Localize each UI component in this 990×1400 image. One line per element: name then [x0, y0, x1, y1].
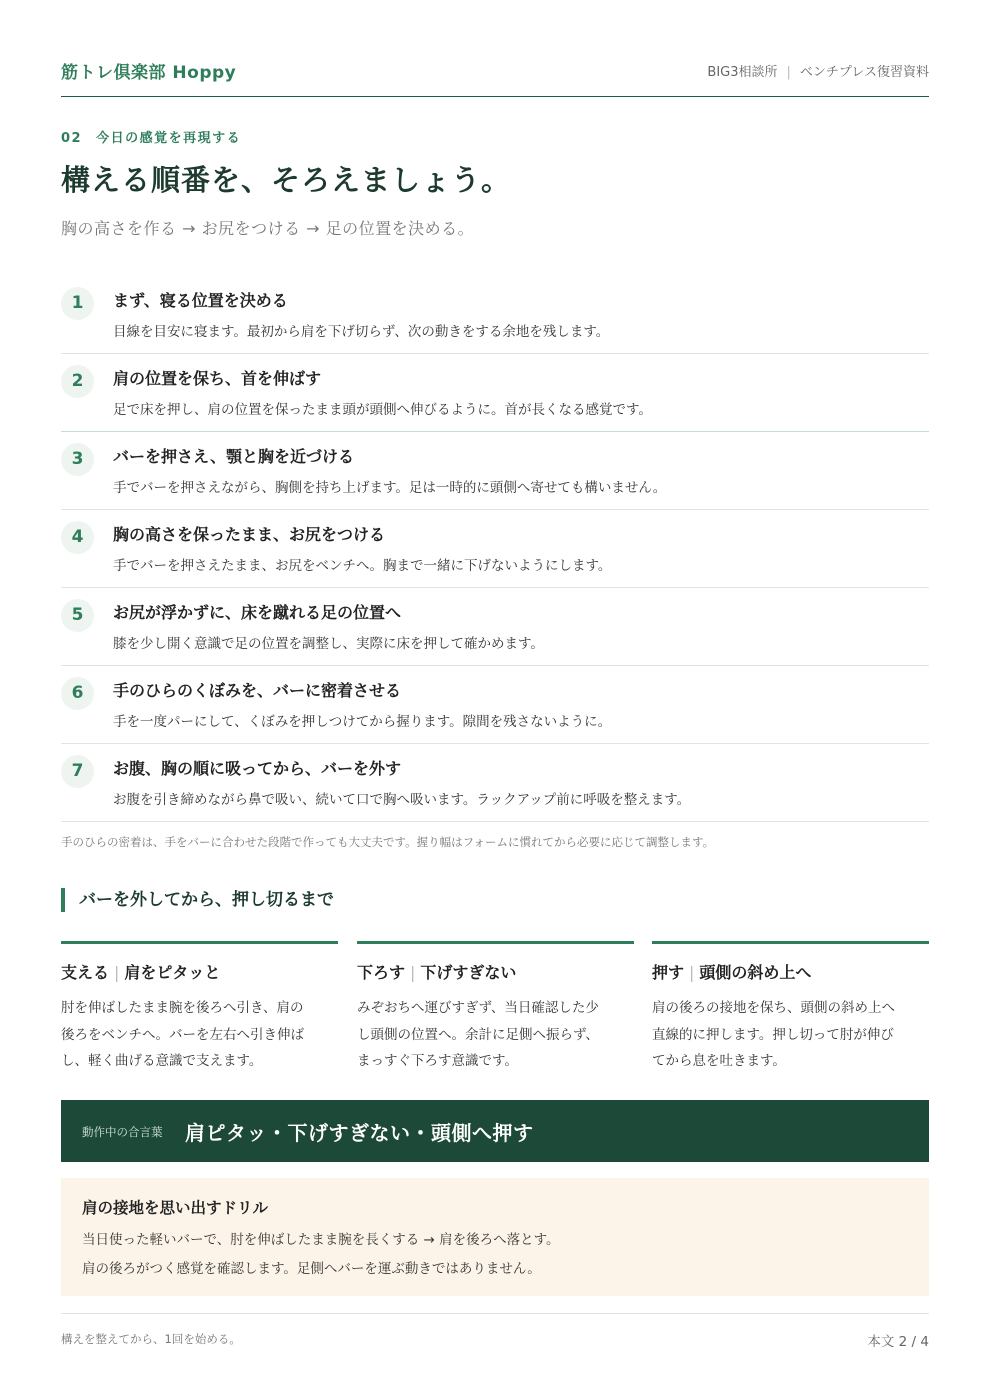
step-title: お腹、胸の順に吸ってから、バーを外す [113, 759, 402, 778]
page-title: 構える順番を、そろえましょう。 [61, 163, 512, 197]
brand-name: 筋トレ倶楽部 Hoppy [61, 63, 237, 83]
phase-column-lower [357, 941, 634, 1075]
drill-box [61, 1178, 929, 1296]
column-line: みぞおちへ運びすぎず、当日確認した少 [357, 1000, 599, 1016]
step-item [61, 744, 929, 822]
step-item [61, 510, 929, 588]
column-label: 支える [61, 963, 110, 982]
column-body [61, 995, 338, 1075]
meta-separator: | [786, 65, 791, 80]
step-item [61, 666, 929, 744]
column-heading: 頭側の斜め上へ [699, 963, 812, 982]
footer-tagline: 構えを整えてから、1回を始める。 [61, 1332, 241, 1346]
step-title: 肩の位置を保ち、首を伸ばす [113, 369, 322, 388]
section-eyebrow-text: 今日の感覚を再現する [96, 131, 242, 146]
column-title [652, 960, 929, 983]
column-line: てから息を吐きます。 [652, 1053, 786, 1069]
phase-column-support [61, 941, 338, 1075]
step-list [61, 276, 929, 822]
phase-columns [61, 941, 929, 1071]
cue-label: 動作中の合言葉 [82, 1125, 163, 1139]
section-number: 02 [61, 131, 83, 146]
column-title [61, 960, 338, 983]
footnote: 手のひらの密着は、手をバーに合わせた段階で作っても大丈夫です。握り幅はフォームに慣れてから必要に応じて調整します。 [61, 835, 715, 849]
drill-line: 肩の後ろがつく感覚を確認します。足側へバーを運ぶ動きではありません。 [82, 1261, 541, 1277]
column-heading: 下げすぎない [420, 963, 517, 982]
step-body: 手でバーを押さえながら、胸側を持ち上げます。足は一時的に頭側へ寄せても構いません。 [113, 480, 667, 496]
step-body: 手を一度パーにして、くぼみを押しつけてから握ります。隙間を残さないように。 [113, 714, 612, 730]
column-divider: | [410, 963, 416, 982]
column-line: 後ろをベンチへ。バーを左右へ引き伸ば [61, 1026, 304, 1043]
page-header [61, 56, 929, 97]
step-number: 4 [61, 521, 94, 554]
cue-banner [61, 1100, 929, 1162]
step-number: 2 [61, 365, 94, 398]
document-page [61, 0, 929, 1400]
column-line: まっすぐ下ろす意識です。 [357, 1053, 518, 1069]
section-eyebrow [61, 127, 241, 146]
step-title: まず、寝る位置を決める [113, 291, 288, 310]
meta-document: ベンチプレス復習資料 [799, 65, 929, 80]
column-body [652, 995, 929, 1075]
phase-column-press [652, 941, 929, 1075]
step-title: バーを押さえ、顎と胸を近づける [113, 447, 354, 466]
step-title: 手のひらのくぼみを、バーに密着させる [113, 681, 402, 700]
step-number: 5 [61, 599, 94, 632]
section-heading: バーを外してから、押し切るまで [61, 888, 334, 912]
step-item [61, 354, 929, 432]
column-divider: | [689, 963, 695, 982]
header-meta [707, 61, 929, 80]
column-heading: 肩をピタッと [124, 963, 221, 982]
page-number: 本文 2 / 4 [867, 1334, 929, 1350]
column-label: 押す [652, 963, 685, 982]
step-number: 6 [61, 677, 94, 710]
cue-text: 肩ピタッ・下げすぎない・頭側へ押す [185, 1121, 534, 1145]
page-subtitle: 胸の高さを作る → お尻をつける → 足の位置を決める。 [61, 219, 475, 238]
drill-title: 肩の接地を思い出すドリル [82, 1199, 269, 1217]
page-footer [61, 1313, 929, 1353]
column-title [357, 960, 634, 983]
step-body: 足で床を押し、肩の位置を保ったまま頭が頭側へ伸びるように。首が長くなる感覚です。 [113, 402, 652, 418]
meta-category: BIG3相談所 [707, 65, 778, 80]
step-item [61, 432, 929, 510]
step-body: 手でバーを押さえたまま、お尻をベンチへ。胸まで一緒に下げないようにします。 [113, 558, 612, 574]
column-divider: | [114, 963, 120, 982]
step-title: お尻が浮かずに、床を蹴れる足の位置へ [113, 603, 402, 622]
drill-line: 当日使った軽いバーで、肘を伸ばしたまま腕を長くする → 肩を後ろへ落とす。 [82, 1232, 560, 1248]
step-number: 1 [61, 287, 94, 320]
step-title: 胸の高さを保ったまま、お尻をつける [113, 525, 386, 544]
step-body: 目線を目安に寝ます。最初から肩を下げ切らず、次の動きをする余地を残します。 [113, 324, 610, 340]
step-body: 膝を少し開く意識で足の位置を調整し、実際に床を押して確かめます。 [113, 636, 544, 652]
column-line: し頭側の位置へ。余計に足側へ振らず、 [357, 1026, 599, 1043]
column-line: 肘を伸ばしたまま腕を後ろへ引き、肩の [61, 1000, 304, 1016]
step-body: お腹を引き締めながら鼻で吸い、続いて口で胸へ吸います。ラックアップ前に呼吸を整えます。 [113, 792, 691, 808]
column-body [357, 995, 634, 1075]
step-item [61, 276, 929, 354]
step-number: 3 [61, 443, 94, 476]
column-line: 肩の後ろの接地を保ち、頭側の斜め上へ [652, 1000, 895, 1016]
column-line: し、軽く曲げる意識で支えます。 [61, 1053, 263, 1069]
column-line: 直線的に押します。押し切って肘が伸び [652, 1026, 894, 1043]
step-item [61, 588, 929, 666]
column-label: 下ろす [357, 963, 406, 982]
step-number: 7 [61, 755, 94, 788]
